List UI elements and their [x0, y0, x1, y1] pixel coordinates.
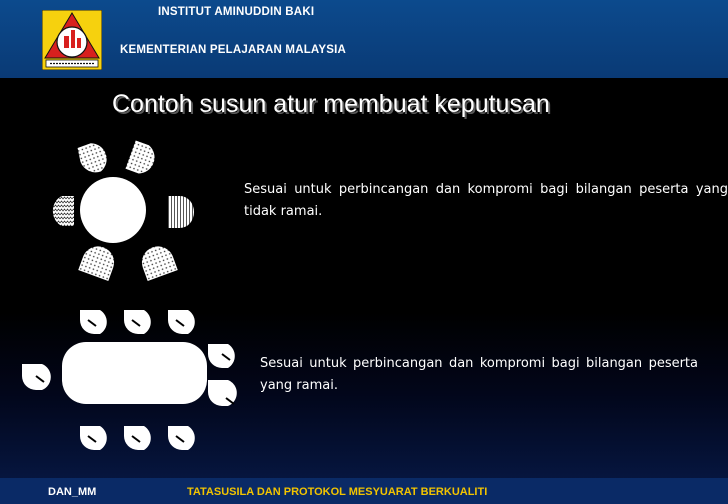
chair-bottom-1 — [80, 426, 107, 450]
chair-end-left — [22, 364, 51, 390]
header-banner — [0, 0, 728, 78]
chair-right-1 — [208, 344, 235, 368]
iab-logo-icon — [42, 10, 102, 70]
chair-right-2 — [208, 380, 237, 406]
ministry-name: KEMENTERIAN PELAJARAN MALAYSIA — [120, 44, 347, 56]
footer-title: TATASUSILA DAN PROTOKOL MESYUARAT BERKUALITI — [187, 486, 488, 498]
chair-top-3 — [168, 310, 195, 334]
long-table-description: Sesuai untuk perbincangan dan kompromi bagi bilangan peserta yang ramai. — [260, 356, 698, 393]
chair-left — [53, 196, 74, 226]
chair-top-2 — [124, 310, 151, 334]
chair-right — [168, 196, 194, 228]
chair-bottom-right — [137, 242, 177, 281]
footer-code: DAN_MM — [48, 486, 97, 498]
long-table — [62, 342, 207, 404]
chair-top-left — [76, 140, 111, 177]
chair-top-1 — [80, 310, 107, 334]
institute-name: INSTITUT AMINUDDIN BAKI — [158, 6, 315, 18]
round-table-description: Sesuai untuk perbincangan dan kompromi bagi bilangan peserta yang tidak ramai. — [244, 182, 728, 219]
round-table — [80, 177, 146, 243]
chair-bottom-3 — [168, 426, 195, 450]
chair-bottom-2 — [124, 426, 151, 450]
slide-title: Contoh susun atur membuat keputusan — [112, 90, 550, 118]
chair-top-right — [125, 140, 158, 177]
chair-bottom-left — [78, 242, 118, 281]
seating-diagram — [0, 120, 240, 460]
